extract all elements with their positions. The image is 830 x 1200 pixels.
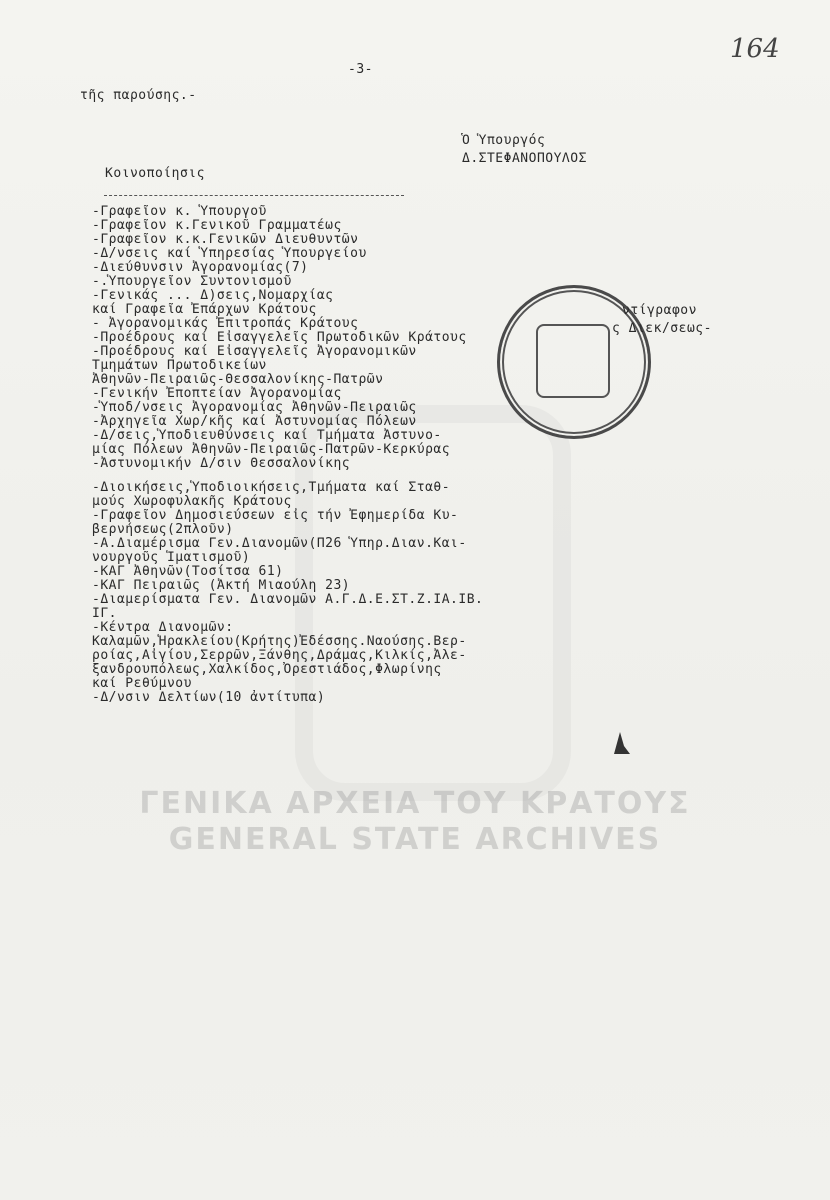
watermark-greek: ΓΕΝΙΚΑ ΑΡΧΕΙΑ ΤΟΥ ΚΡΑΤΟΥΣ: [139, 786, 691, 821]
recipient-line: νουργοῦς Ἱματισμοῦ): [92, 550, 251, 565]
recipient-line: -Διοικήσεις,Ὑποδιοικήσεις,Τμήματα καί Σταθ-: [92, 480, 451, 495]
recipient-line: - Ἀγορανομικάς Ἐπιτροπάς Κράτους: [92, 316, 359, 331]
recipient-line: Καλαμῶν,Ἡρακλείου(Κρήτης)Ἐδέσσης.Ναούσης.Βερ-: [92, 634, 467, 649]
recipients-group-2: [92, 481, 732, 705]
folio-number: 164: [730, 34, 780, 64]
recipient-line: -ΚΑΓ Πειραιῶς (Ἀκτή Μιαούλη 23): [92, 578, 351, 593]
distribution-heading: Κοινοποίησις: [105, 166, 205, 181]
recipient-line: ξανδρουπόλεως,Χαλκίδος,Ὀρεστιάδος,Φλωρίνης: [92, 662, 442, 677]
copy-note-line-2: ς Διεκ/σεως-: [612, 321, 712, 336]
recipient-line: -Ἀστυνομικήν Δ/σιν Θεσσαλονίκης: [92, 456, 351, 471]
page-number: -3-: [348, 62, 373, 77]
recipient-line: -Γραφεῖον κ. Ὑπουργοῦ: [92, 204, 267, 219]
watermark-english: GENERAL STATE ARCHIVES: [168, 822, 662, 857]
recipient-line: -Κέντρα Διανομῶν:: [92, 620, 234, 635]
recipient-line: -Ὑποδ/νσεις Ἀγορανομίας Ἀθηνῶν-Πειραιῶς: [92, 400, 417, 415]
signature-title: Ὁ Ὑπουργός: [462, 133, 546, 148]
recipient-line: καί Γραφεῖα Ἐπάρχων Κράτους: [92, 302, 317, 317]
recipient-line: -Δ/σεις,Ὑποδιευθύνσεις καί Τμήματα Ἀστυνο-: [92, 428, 442, 443]
recipient-line: ροίας,Αἰγίου,Σερρῶν,Ξάνθης,Δράμας,Κιλκίς,Ἀλε-: [92, 648, 467, 663]
closing-line: τῆς παρούσης.-: [80, 88, 197, 103]
recipient-line: -Γραφεῖον κ.κ.Γενικῶν Διευθυντῶν: [92, 232, 359, 247]
recipient-line: -ΚΑΓ Ἀθηνῶν(Τοσίτσα 61): [92, 564, 284, 579]
recipient-line: βερνήσεως(2πλοῦν): [92, 522, 234, 537]
recipient-line: Τμημάτων Πρωτοδικείων: [92, 358, 267, 373]
recipient-line: καί Ρεθύμνου: [92, 676, 192, 691]
copy-note-line-1: ντίγραφον: [622, 303, 697, 318]
recipient-line: μίας Πόλεων Ἀθηνῶν-Πειραιῶς-Πατρῶν-Κερκύρας: [92, 442, 451, 457]
recipient-line: -Δ/νσεις καί Ὑπηρεσίας Ὑπουργείου: [92, 246, 367, 261]
recipient-line: -Ἀρχηγεῖα Χωρ/κῆς καί Ἀστυνομίας Πόλεων: [92, 414, 417, 429]
recipient-line: -Προέδρους καί Εἰσαγγελεῖς Ἀγορανομικῶν: [92, 344, 417, 359]
recipient-line: -Γραφεῖον κ.Γενικοῦ Γραμματέως: [92, 218, 342, 233]
recipient-line: Ἀθηνῶν-Πειραιῶς-Θεσσαλονίκης-Πατρῶν: [92, 372, 384, 387]
recipient-line: -Δ/νσιν Δελτίων(10 ἀντίτυπα): [92, 690, 326, 705]
recipient-line: -Διεύθυνσιν Ἀγορανομίας(7): [92, 260, 309, 275]
recipient-line: -Γενικήν Ἐποπτείαν Ἀγορανομίας: [92, 386, 342, 401]
recipient-line: -Διαμερίσματα Γεν. Διανομῶν Α.Γ.Δ.Ε.ΣΤ.Ζ.ΙΑ.ΙΒ.: [92, 592, 484, 607]
recipient-line: -Α.Διαμέρισμα Γεν.Διανομῶν(Π26 Ὑπηρ.Διαν.Και-: [92, 536, 467, 551]
recipient-line: -Προέδρους καί Εἰσαγγελεῖς Πρωτοδικῶν Κράτους: [92, 330, 467, 345]
ink-mark-icon: [610, 728, 634, 758]
distribution-list: [92, 205, 732, 705]
recipient-line: μούς Χωροφυλακῆς Κράτους: [92, 494, 292, 509]
coat-of-arms-icon: [536, 324, 610, 398]
recipient-line: -Γενικάς ... Δ)σεις,Νομαρχίας: [92, 288, 334, 303]
heading-rule: [104, 195, 404, 196]
recipient-line: -.Ὑπουργεῖον Συντονισμοῦ: [92, 274, 292, 289]
recipient-line: -Γραφεῖον Δημοσιεύσεων εἰς τήν Ἐφημερίδα Κυ-: [92, 508, 459, 523]
signature-name: Δ.ΣΤΕΦΑΝΟΠΟΥΛΟΣ: [462, 151, 587, 166]
recipient-line: ΙΓ.: [92, 606, 117, 621]
